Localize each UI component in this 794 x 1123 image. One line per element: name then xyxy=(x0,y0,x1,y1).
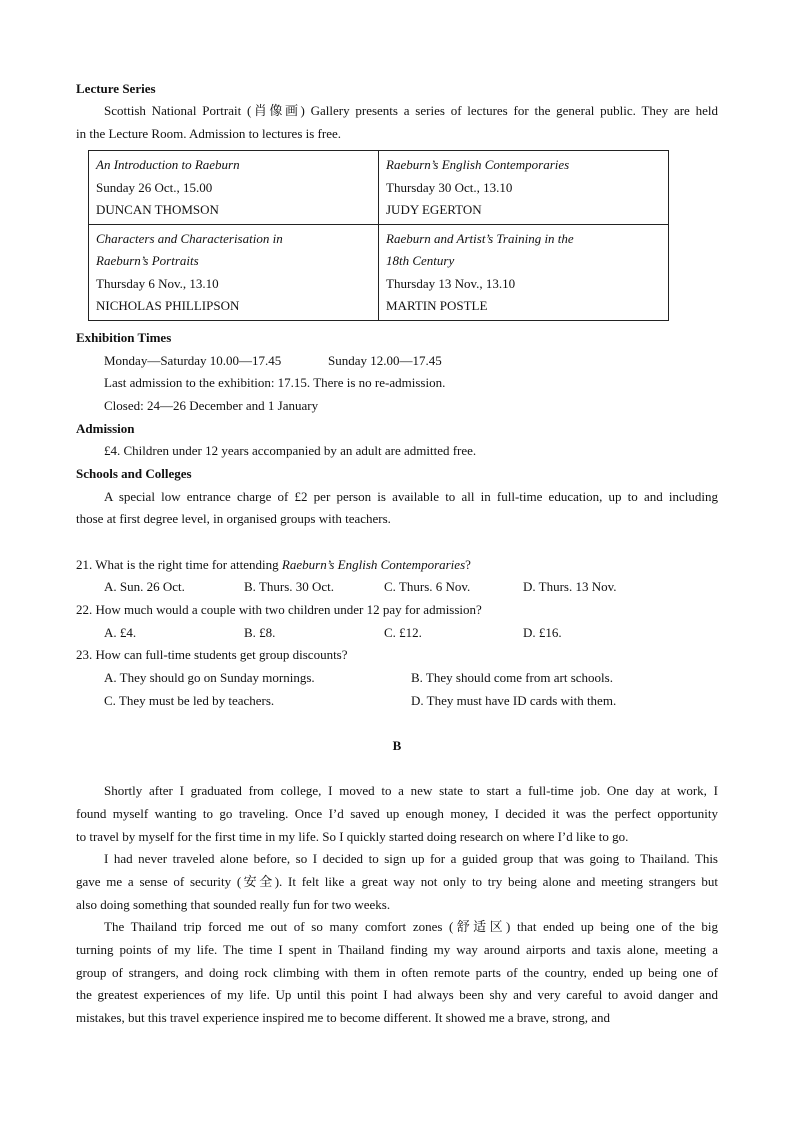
lecture-intro-line-1: Scottish National Portrait (肖像画) Gallery presents a series of lectures for the general public. They are held xyxy=(104,103,718,118)
lecture-table-row xyxy=(89,224,669,320)
lecture-series-heading: Lecture Series xyxy=(76,81,156,96)
lecture-title: Raeburn’s English Contemporaries xyxy=(386,157,570,172)
passage-line: group of strangers, and doing rock climbing with them in often remote parts of the country, ended up being one of xyxy=(76,965,718,980)
question-23: 23. How can full-time students get group discounts? xyxy=(76,647,348,662)
lecture-cell xyxy=(89,151,379,225)
passage-line: also doing something that sounded really fun for two weeks. xyxy=(76,897,391,912)
question-22: 22. How much would a couple with two children under 12 pay for admission? xyxy=(76,602,482,617)
question-21-option-a: A. Sun. 26 Oct. xyxy=(104,579,185,594)
passage-line: the greatest experiences of my life. Up until this point I had always been shy and very careful to avoid danger and xyxy=(76,987,718,1002)
lecture-speaker: JUDY EGERTON xyxy=(386,202,482,217)
section-b-label: B xyxy=(392,738,402,753)
passage-line: The Thailand trip forced me out of so many comfort zones (舒适区) that ended up being one of the big xyxy=(104,919,718,934)
schools-text-line-1: A special low entrance charge of £2 per person is available to all in full-time education, up to and including xyxy=(104,489,718,504)
admission-text: £4. Children under 12 years accompanied by an adult are admitted free. xyxy=(104,443,477,458)
question-23-option-b: B. They should come from art schools. xyxy=(411,670,613,685)
question-22-option-d: D. £16. xyxy=(523,625,562,640)
lecture-date: Thursday 13 Nov., 13.10 xyxy=(386,275,516,291)
passage-line: gave me a sense of security (安全). It felt like a great way not only to try being alone and meeting strangers but xyxy=(76,874,718,889)
schools-text-line-2: those at first degree level, in organised groups with teachers. xyxy=(76,511,391,526)
lecture-title-cont: Raeburn’s Portraits xyxy=(96,253,199,268)
lecture-cell xyxy=(379,151,669,225)
lecture-date: Sunday 26 Oct., 15.00 xyxy=(96,179,213,195)
lecture-intro-line-2: in the Lecture Room. Admission to lectures is free. xyxy=(76,126,341,141)
passage-line: found myself wanting to go traveling. Once I’d saved up enough money, I decided it was the perfect opportunity xyxy=(76,806,718,821)
lecture-table xyxy=(88,150,669,321)
question-22-option-a: A. £4. xyxy=(104,625,137,640)
lecture-title: Raeburn and Artist’s Training in the xyxy=(386,230,574,246)
lecture-title-cont: 18th Century xyxy=(386,253,455,268)
lecture-date: Thursday 6 Nov., 13.10 xyxy=(96,275,219,291)
question-22-option-b: B. £8. xyxy=(244,625,276,640)
question-21-option-c: C. Thurs. 6 Nov. xyxy=(384,579,471,594)
passage-line: mistakes, but this travel experience inspired me to become different. It showed me a brave, strong, and xyxy=(76,1010,611,1025)
lecture-speaker: MARTIN POSTLE xyxy=(386,298,488,313)
lecture-speaker: DUNCAN THOMSON xyxy=(96,202,219,217)
passage-line: Shortly after I graduated from college, I moved to a new state to start a full-time job. One day at work, I xyxy=(104,783,718,798)
question-23-option-d: D. They must have ID cards with them. xyxy=(411,693,617,708)
lecture-table-row xyxy=(89,151,669,225)
question-22-option-c: C. £12. xyxy=(384,625,422,640)
lecture-cell xyxy=(379,224,669,320)
question-21-option-b: B. Thurs. 30 Oct. xyxy=(244,579,335,594)
exhibition-heading: Exhibition Times xyxy=(76,330,172,345)
question-23-option-a: A. They should go on Sunday mornings. xyxy=(104,670,315,685)
question-21 xyxy=(76,556,718,574)
exhibition-closed-dates: Closed: 24—26 December and 1 January xyxy=(104,398,319,413)
question-21-option-d: D. Thurs. 13 Nov. xyxy=(523,579,617,594)
question-stem: 21. What is the right time for attending xyxy=(76,557,282,572)
lecture-date: Thursday 30 Oct., 13.10 xyxy=(386,179,513,195)
lecture-title: An Introduction to Raeburn xyxy=(96,157,240,172)
lecture-cell xyxy=(89,224,379,320)
exhibition-last-admission: Last admission to the exhibition: 17.15. There is no re-admission. xyxy=(104,375,446,390)
passage-line: turning points of my life. The time I spent in Thailand finding my way around airports and taxis alone, meeting a xyxy=(76,942,718,957)
exhibition-weekday-hours: Monday—Saturday 10.00—17.45 xyxy=(104,353,282,368)
passage-line: I had never traveled alone before, so I decided to sign up for a guided group that was going to Thailand. This xyxy=(104,851,718,866)
schools-heading: Schools and Colleges xyxy=(76,466,192,481)
question-stem-suffix: ? xyxy=(465,557,471,572)
admission-heading: Admission xyxy=(76,421,135,436)
passage-line: to travel by myself for the first time in my life. So I quickly started doing research on where I’d like to go. xyxy=(76,829,629,844)
lecture-speaker: NICHOLAS PHILLIPSON xyxy=(96,298,240,313)
question-23-option-c: C. They must be led by teachers. xyxy=(104,693,275,708)
question-stem-italic: Raeburn’s English Contemporaries xyxy=(281,557,466,572)
lecture-title: Characters and Characterisation in xyxy=(96,230,283,246)
exhibition-sunday-hours: Sunday 12.00—17.45 xyxy=(328,353,442,368)
